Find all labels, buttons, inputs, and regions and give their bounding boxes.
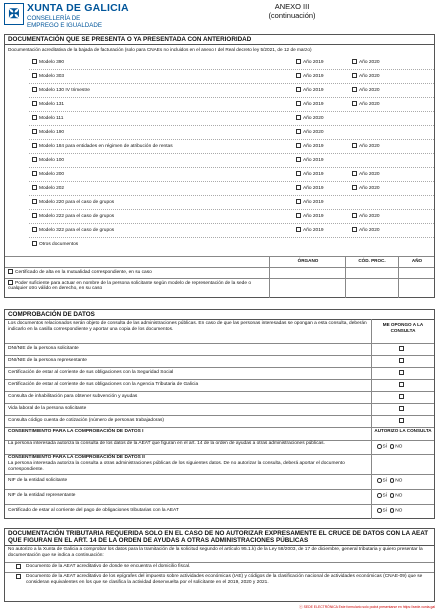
doc-label: Modelo 220 para el caso de grupos [39,199,115,205]
checkbox[interactable] [296,185,301,190]
department-line-2: EMPREGO E IGUALDADE [27,22,102,29]
checkbox[interactable] [352,171,357,176]
poder-label: Poder suficiente para actuar en nombre de la persona solicitante según modelo de representación de la sede o cualquier otro válido en derecho, en su caso [8,280,251,292]
year1-option[interactable] [296,101,324,107]
oppose-checkbox[interactable] [399,418,404,423]
doc-checkbox-group[interactable] [32,87,90,93]
doc-label: Modelo 390 [39,59,65,65]
doc-label: Modelo 200 [39,171,65,177]
checkbox[interactable] [352,87,357,92]
year1-option[interactable] [296,227,324,233]
radio-yes[interactable] [377,493,382,498]
check-row: Consulta de inhabilitación para obtener subvención y ayudas [8,394,138,399]
section-intro: Documentación acreditativa de la bajada de facturación (solo para CNAEs no incluidos en el anexo I del Real decreto ley 5/2021, de 12 de marzo) [8,47,312,52]
checkbox[interactable] [32,115,37,120]
brand-name: XUNTA DE GALICIA [27,2,129,14]
doc-checkbox-group[interactable] [32,171,64,177]
checkbox[interactable] [32,171,37,176]
department-name [27,15,102,29]
section-title: DOCUMENTACIÓN TRIBUTARIA REQUERIDA SOLO EN EL CASO DE NO AUTORIZAR EXPRESAMENTE EL CRUCE DE DATOS CON LA AEAT QUE FIGURAN EN EL ART. 14 DE LA ORDEN DE AYUDAS A OTRAS ADMINISTRACIONES PÚBLICAS [5,529,434,546]
doc-label: Otros documentos [39,241,79,247]
no-label: NO [395,478,403,484]
checkbox[interactable] [352,213,357,218]
year1-option[interactable] [296,199,324,205]
year1-option[interactable] [296,157,324,163]
year2-option[interactable] [352,59,380,65]
document-row [8,101,432,109]
check-row: Consulta código cuenta de cotización (número de personas trabajadoras) [8,418,164,423]
document-row [8,227,432,235]
checkbox[interactable] [32,157,37,162]
year-label: Año 2020 [359,59,380,65]
oppose-checkbox[interactable] [399,346,404,351]
year2-option[interactable] [352,73,380,79]
year-label: Año 2020 [359,87,380,93]
annex-subtitle: (continuación) [268,11,316,20]
checkbox[interactable] [296,143,301,148]
doc-label: Modelo 303 [39,73,65,79]
year-label: Año 2019 [303,87,324,93]
radio-no[interactable] [390,478,395,483]
radio-no[interactable] [390,444,395,449]
year2-option[interactable] [352,143,380,149]
poder-row[interactable] [8,280,266,292]
radio-no[interactable] [390,493,395,498]
col-organo: ÓRGANO [297,258,319,263]
checkbox[interactable] [32,87,37,92]
consent2-radios[interactable] [377,508,402,514]
checkbox[interactable] [296,101,301,106]
document-row [8,59,432,67]
section-text: No autorizo a la Xunta de Galicia a comprobar los datos para la tramitación de la solicitud segundo el artículo 95.1.k) de la Ley 58/2003, de 17 de diciembre, general tributaria y quiero presentar la documentación que se indica a continuación: [8,547,423,558]
section-tax-docs [4,528,435,602]
checkbox[interactable] [296,129,301,134]
doc-label: Modelo 190 [39,129,65,135]
section-title: COMPROBACIÓN DE DATOS [5,310,434,320]
checkbox[interactable] [32,185,37,190]
year-label: Año 2019 [303,73,324,79]
cert-label: Certificado de alta en la mutualidad correspondiente, en su caso [15,269,152,275]
section-title: DOCUMENTACIÓN QUE SE PRESENTA O YA PRESENTADA CON ANTERIORIDAD [5,35,434,45]
year-label: Año 2020 [303,129,324,135]
no-label: NO [395,508,403,514]
oppose-checkbox[interactable] [399,406,404,411]
doc-checkbox-group[interactable] [32,115,63,121]
doc-label: Modelo 202 [39,185,65,191]
year-label: Año 2019 [303,213,324,219]
consent1-title: CONSENTIMIENTO PARA LA COMPROBACIÓN DE DATOS I [8,429,144,434]
checkbox[interactable] [32,101,37,106]
consent2-text: La persona interesada autoriza la consulta a otras administraciones públicas de los siguientes datos. De no autorizar la consulta, deberá aportar el documento correspondiente. [8,461,345,472]
year-label: Año 2019 [303,143,324,149]
checkbox[interactable] [296,87,301,92]
doc-label: Modelo 131 [39,101,65,107]
check-row: Vida laboral de la persona solicitante [8,406,87,411]
yes-label: SÍ [382,493,388,499]
oppose-checkbox[interactable] [399,358,404,363]
doc-label: Modelo 222 para el caso de grupos [39,213,115,219]
year1-option[interactable] [296,213,324,219]
annex-title: ANEXO III [274,2,310,11]
year1-option[interactable] [296,171,324,177]
page-header [0,0,439,34]
doc-label: Modelo 322 para el caso de grupos [39,227,115,233]
no-label: NO [395,444,403,450]
col-authorize: AUTORIZO LA CONSULTA [374,428,432,433]
checkbox[interactable] [296,171,301,176]
year-label: Año 2019 [303,185,324,191]
doc-label: Modelo 130 IV trimestre [39,87,90,93]
doc-checkbox-group[interactable] [32,143,173,149]
check-row: DNI/NIE de la persona representante [8,358,87,363]
year-label: Año 2019 [303,157,324,163]
checkbox[interactable] [32,227,37,232]
doc-checkbox-group[interactable] [32,101,64,107]
doc-checkbox-group[interactable] [32,185,64,191]
year1-option[interactable] [296,143,324,149]
section-data-check [4,309,435,519]
checkbox[interactable] [32,199,37,204]
radio-yes[interactable] [377,444,382,449]
doc-checkbox-group[interactable] [32,157,64,163]
year-label: Año 2019 [303,59,324,65]
year2-option[interactable] [352,101,380,107]
checkbox[interactable] [296,227,301,232]
oppose-checkbox[interactable] [399,370,404,375]
year1-option[interactable] [296,59,324,65]
section-intro: Los documentos relacionados serán objeto de consulta de las administraciones públicas. En caso de que las personas interesadas se opongan a esta consulta, deberán indicarlo en la casilla correspondiente y aportar una copia de los documentos. [8,321,367,332]
year1-option[interactable] [296,129,324,135]
doc-label: Modelo 184 para entidades en régimen de atribución de rentas [39,143,173,149]
consent2-row: Certificado de estar al corriente del pago de obligaciones tributarias con la AEAT [8,508,179,513]
section-documentation [4,34,435,298]
doc-checkbox-group[interactable] [32,199,114,205]
checkbox[interactable] [8,269,13,274]
consent2-title: CONSENTIMIENTO PARA LA COMPROBACIÓN DE DATOS II [8,455,145,460]
checkbox[interactable] [32,129,37,134]
checkbox[interactable] [16,564,21,569]
checkbox[interactable] [352,73,357,78]
checkbox[interactable] [32,73,37,78]
radio-yes[interactable] [377,508,382,513]
consent2-radios[interactable] [377,478,402,484]
doc-label: Modelo 111 [39,115,64,121]
radio-yes[interactable] [377,478,382,483]
year-label: Año 2019 [303,101,324,107]
document-row [8,157,432,165]
year-label: Año 2020 [359,227,380,233]
year2-option[interactable] [352,171,380,177]
document-row [8,185,432,193]
yes-label: SÍ [382,444,388,450]
check-row: DNI/NIE de la persona solicitante [8,346,79,351]
check-row: Certificación de estar al corriente de sus obligaciones con la Seguridad Social [8,370,174,375]
year-label: Año 2019 [303,171,324,177]
radio-no[interactable] [390,508,395,513]
checkbox[interactable] [32,59,37,64]
no-label: NO [395,493,403,499]
year2-option[interactable] [352,227,380,233]
year-label: Año 2020 [359,171,380,177]
year-label: Año 2020 [359,101,380,107]
document-row [8,241,432,249]
document-row [8,171,432,179]
year1-option[interactable] [296,73,324,79]
document-row [8,143,432,151]
oppose-checkbox[interactable] [399,382,404,387]
checkbox[interactable] [16,574,21,579]
checkbox[interactable] [352,59,357,64]
document-row [8,73,432,81]
checkbox[interactable] [352,227,357,232]
document-row [8,87,432,95]
checkbox[interactable] [32,241,37,246]
year-label: Año 2020 [359,185,380,191]
consent1-radios[interactable] [377,444,402,450]
checkbox[interactable] [296,213,301,218]
col-ano: AÑO [411,258,423,263]
doc-checkbox-group[interactable] [32,59,64,65]
doc-checkbox-group[interactable] [32,213,114,219]
yes-label: SÍ [382,478,388,484]
checkbox[interactable] [296,157,301,162]
year1-option[interactable] [296,87,324,93]
document-row [8,199,432,207]
yes-label: SÍ [382,508,388,514]
oppose-checkbox[interactable] [399,394,404,399]
document-row [8,115,432,123]
document-row [8,129,432,137]
year-label: Año 2019 [303,227,324,233]
checkbox[interactable] [32,213,37,218]
year2-option[interactable] [352,185,380,191]
doc-checkbox-group[interactable] [32,227,114,233]
year-label: Año 2020 [359,73,380,79]
consent2-row: NIF de la entidad solicitante [8,478,68,483]
checkbox[interactable] [352,101,357,106]
checkbox[interactable] [352,143,357,148]
doc-checkbox-group[interactable] [32,73,64,79]
xunta-logo-icon: ✠ [4,3,24,25]
year-label: Año 2020 [359,143,380,149]
tax-doc-row[interactable] [8,574,432,585]
year-label: Año 2019 [303,199,324,205]
year-label: Año 2020 [303,115,324,121]
cert-mutualidad-row[interactable] [8,269,266,275]
checkbox[interactable] [296,73,301,78]
year1-option[interactable] [296,115,324,121]
document-row [8,213,432,221]
tax-doc-label: Documento de la AEAT acreditativo de donde se encuentra el domicilio fiscal. [26,564,191,569]
checkbox[interactable] [8,280,13,285]
year2-option[interactable] [352,87,380,93]
checkbox[interactable] [296,59,301,64]
tax-doc-label: Documento de la AEAT acreditativo de los epígrafes del impuesto sobre actividades económicas (IAE) y códigos de la clasificación nacional de actividades económicas (CNAE-09) que se consideran equivalentes en los que se clasifica la actividad desenvuelta por el solicitante en el 2019, 2020 y 2021. [26,574,423,585]
year-label: Año 2020 [359,213,380,219]
doc-label: Modelo 100 [39,157,65,163]
checkbox[interactable] [352,185,357,190]
year1-option[interactable] [296,185,324,191]
col-oppose: ME OPONGO A LA CONSULTA [382,322,424,333]
tax-doc-row[interactable] [8,564,432,570]
checkbox[interactable] [296,199,301,204]
footer-note: ⓔ SEDE ELECTRÓNICA Este formulario solo podrá presentarse en https://sede.xunta.gal [299,605,435,609]
col-cod-proc: CÓD. PROC. [358,258,386,263]
annex-label [262,2,322,20]
year2-option[interactable] [352,213,380,219]
department-line-1: CONSELLERÍA DE [27,15,81,22]
doc-checkbox-group[interactable] [32,129,64,135]
doc-checkbox-group[interactable] [32,241,78,247]
checkbox[interactable] [32,143,37,148]
consent1-text: La persona interesada autoriza la consulta de los datos de la AEAT que figuran en el art. 14 de la orden de ayudas a otras administraciones públicas. [8,441,325,446]
checkbox[interactable] [296,115,301,120]
consent2-row: NIF de la entidad representante [8,493,76,498]
consent2-radios[interactable] [377,493,402,499]
check-row: Certificación de estar al corriente de sus obligaciones con la Agencia Tributaria de Galicia [8,382,199,387]
